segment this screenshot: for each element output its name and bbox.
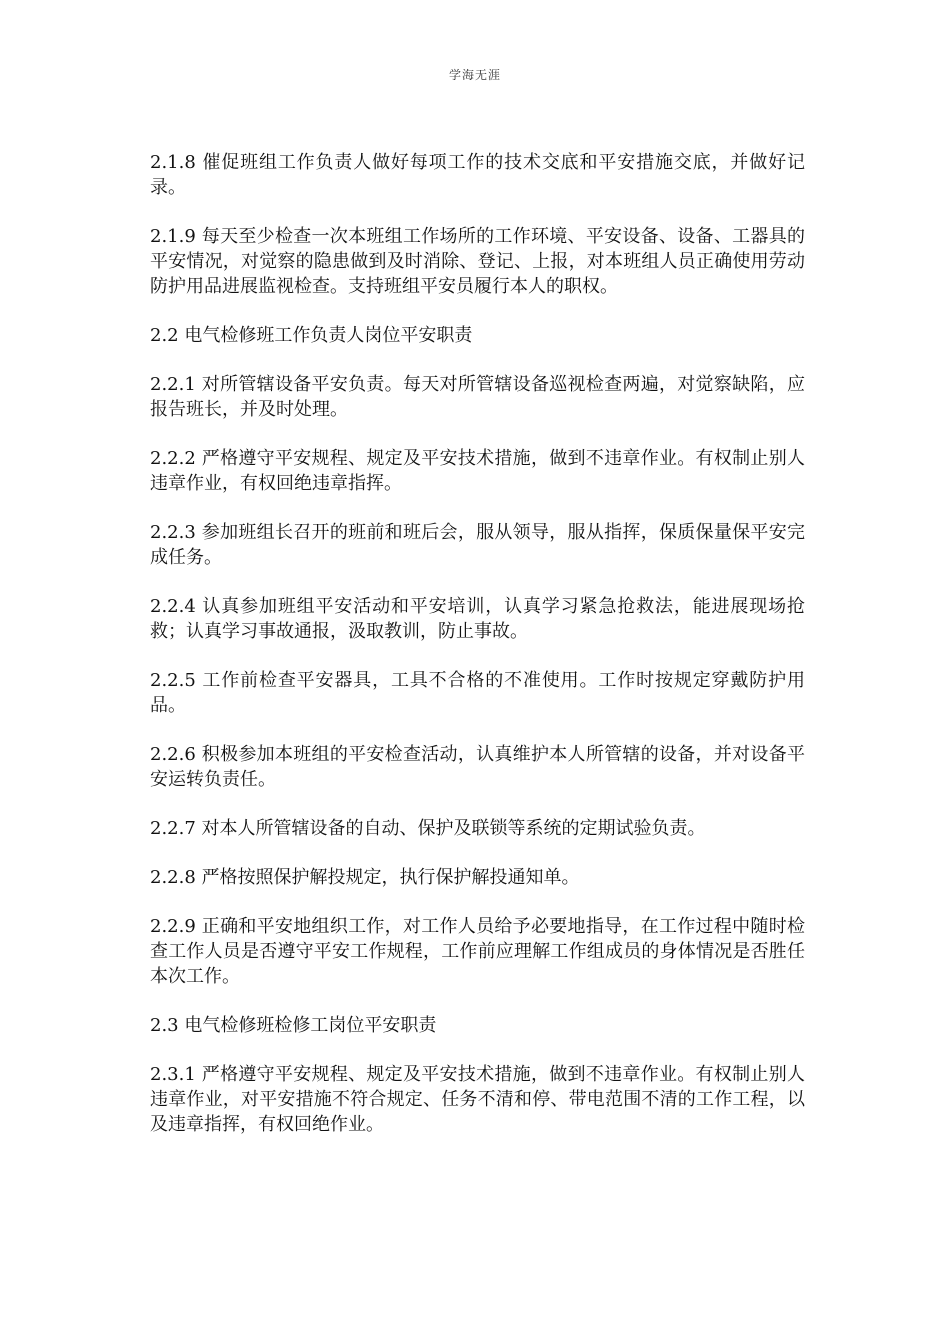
section-heading-2-3: 2.3 电气检修班检修工岗位平安职责	[150, 1015, 437, 1036]
paragraph-2-2-9: 2.2.9 正确和平安地组织工作，对工作人员给予必要地指导，在工作过程中随时检查工作人员是否遵守平安工作规程，工作前应理解工作组成员的身体情况是否胜任本次工作。	[150, 916, 805, 987]
page-header: 学海无涯	[448, 68, 501, 82]
document-body	[150, 150, 805, 1161]
paragraph-2-2-4: 2.2.4 认真参加班组平安活动和平安培训，认真学习紧急抢救法，能进展现场抢救；认真学习事故通报，汲取教训，防止事故。	[150, 596, 805, 642]
paragraph-2-1-8: 2.1.8 催促班组工作负责人做好每项工作的技术交底和平安措施交底，并做好记录。	[150, 152, 805, 198]
paragraph-2-2-6: 2.2.6 积极参加本班组的平安检查活动，认真维护本人所管辖的设备，并对设备平安运转负责任。	[150, 744, 805, 790]
paragraph-2-1-9: 2.1.9 每天至少检查一次本班组工作场所的工作环境、平安设备、设备、工器具的平安情况，对觉察的隐患做到及时消除、登记、上报，对本班组人员正确使用劳动防护用品进展监视检查。支持班组平安员履行本人的职权。	[150, 226, 805, 297]
paragraph-2-2-7: 2.2.7 对本人所管辖设备的自动、保护及联锁等系统的定期试验负责。	[150, 818, 706, 839]
paragraph-2-2-8: 2.2.8 严格按照保护解投规定，执行保护解投通知单。	[150, 867, 580, 888]
paragraph-2-2-2: 2.2.2 严格遵守平安规程、规定及平安技术措施，做到不违章作业。有权制止别人违章作业，有权回绝违章指挥。	[150, 448, 805, 494]
section-heading-2-2: 2.2 电气检修班工作负责人岗位平安职责	[150, 325, 473, 346]
paragraph-2-2-1: 2.2.1 对所管辖设备平安负责。每天对所管辖设备巡视检查两遍，对觉察缺陷，应报告班长，并及时处理。	[150, 374, 805, 420]
paragraph-2-3-1: 2.3.1 严格遵守平安规程、规定及平安技术措施，做到不违章作业。有权制止别人违章作业，对平安措施不符合规定、任务不清和停、带电范围不清的工作工程，以及违章指挥，有权回绝作业。	[150, 1064, 805, 1135]
paragraph-2-2-5: 2.2.5 工作前检查平安器具，工具不合格的不准使用。工作时按规定穿戴防护用品。	[150, 670, 805, 716]
paragraph-2-2-3: 2.2.3 参加班组长召开的班前和班后会，服从领导，服从指挥，保质保量保平安完成任务。	[150, 522, 805, 568]
